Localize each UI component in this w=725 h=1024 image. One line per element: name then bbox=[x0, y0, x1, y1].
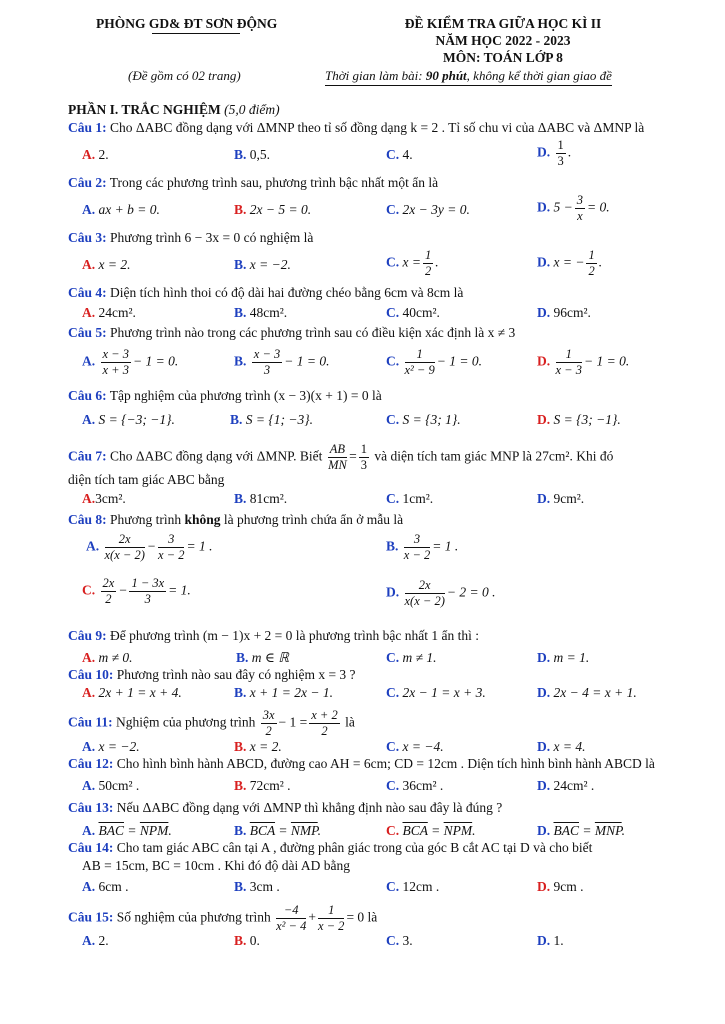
q5-option-d[interactable]: D. $\frac{1}{x - 3}$ − 1 = 0. bbox=[537, 347, 630, 377]
q8-option-a[interactable]: A. $\frac{2x}{x(x - 2)}$ − $\frac{3}{x - 2}$ = 1 . bbox=[86, 532, 213, 562]
q10-option-c[interactable]: C. 2x − 1 = x + 3. bbox=[386, 685, 486, 700]
exam-title: ĐỀ KIỂM TRA GIỮA HỌC KÌ II bbox=[404, 16, 602, 31]
q1-option-a[interactable]: A. 2. bbox=[82, 147, 109, 162]
q4-option-a[interactable]: A. 24cm². bbox=[82, 305, 136, 320]
question-4: Câu 4: Diện tích hình thoi có độ dài hai đường chéo bằng 6cm và 8cm là bbox=[68, 285, 464, 300]
q14-option-d[interactable]: D. 9cm . bbox=[537, 879, 584, 894]
question-15: Câu 15: Số nghiệm của phương trình $\frac{-4}{\text{x² − 4}}$ + $\frac{1}{x - 2}$ = 0 là bbox=[68, 903, 378, 933]
q2-option-b[interactable]: B. 2x − 5 = 0. bbox=[234, 202, 312, 217]
q6-option-d[interactable]: D. S = {3; −1}. bbox=[537, 412, 621, 427]
q9-option-a[interactable]: A. m ≠ 0. bbox=[82, 650, 133, 665]
q10-option-d[interactable]: D. 2x − 4 = x + 1. bbox=[537, 685, 637, 700]
subject-title: MÔN: TOÁN LỚP 8 bbox=[443, 50, 563, 65]
question-2: Câu 2: Trong các phương trình sau, phương trình bậc nhất một ẩn là bbox=[68, 175, 439, 190]
department-title: PHÒNG GD& ĐT SƠN ĐỘNG bbox=[96, 16, 278, 31]
q15-option-c[interactable]: C. 3. bbox=[386, 933, 413, 948]
q11-option-b[interactable]: B. x = 2. bbox=[234, 739, 282, 754]
q7-option-b[interactable]: B. 81cm². bbox=[234, 491, 288, 506]
q3-option-a[interactable]: A. x = 2. bbox=[82, 257, 131, 272]
q9-option-b[interactable]: B. m ∈ ℝ bbox=[236, 650, 289, 665]
q13-option-d[interactable]: D. $\overline{BAC} = \overline{MNP}$. bbox=[537, 823, 626, 838]
pages-note: (Đề gồm có 02 trang) bbox=[128, 68, 241, 83]
q11-option-c[interactable]: C. x = −4. bbox=[386, 739, 444, 754]
q6-option-b[interactable]: B. S = {1; −3}. bbox=[230, 412, 314, 427]
section-title: PHẦN I. TRẮC NGHIỆM (5,0 điểm) bbox=[68, 102, 280, 117]
question-3: Câu 3: Phương trình 6 − 3x = 0 có nghiệm là bbox=[68, 230, 314, 245]
question-11: Câu 11: Nghiệm của phương trình $\frac{3x}{2}$ − 1 = $\frac{x + 2}{2}$ là bbox=[68, 708, 355, 738]
q8-option-d[interactable]: D. $\frac{2x}{x(x - 2)}$ − 2 = 0 . bbox=[386, 578, 496, 608]
q14-option-a[interactable]: A. 6cm . bbox=[82, 879, 129, 894]
q15-option-a[interactable]: A. 2. bbox=[82, 933, 109, 948]
question-13: Câu 13: Nếu ΔABC đồng dạng với ΔMNP thì khẳng định nào sau đây là đúng ? bbox=[68, 800, 503, 815]
time-note: Thời gian làm bài: 90 phút, không kể thời gian giao đề bbox=[325, 68, 612, 86]
q2-option-c[interactable]: C. 2x − 3y = 0. bbox=[386, 202, 470, 217]
question-14: Câu 14: Cho tam giác ABC cân tại A , đường phân giác trong của góc B cắt AC tại D và cho biết bbox=[68, 840, 593, 855]
q14-option-b[interactable]: B. 3cm . bbox=[234, 879, 280, 894]
q7-option-c[interactable]: C. 1cm². bbox=[386, 491, 434, 506]
question-14-line-2: AB = 15cm, BC = 10cm . Khi đó độ dài AD bằng bbox=[82, 858, 350, 873]
q15-option-d[interactable]: D. 1. bbox=[537, 933, 564, 948]
q1-option-c[interactable]: C. 4. bbox=[386, 147, 413, 162]
question-7: Câu 7: Cho ΔABC đồng dạng với ΔMNP. Biết $\frac{AB}{MN}$ = $\frac{1}{3}$ và diện tích tam giác MNP là 27cm². Khi đó bbox=[68, 442, 614, 472]
q11-option-d[interactable]: D. x = 4. bbox=[537, 739, 586, 754]
school-year: NĂM HỌC 2022 - 2023 bbox=[435, 33, 571, 48]
question-1: Câu 1: Cho ΔABC đồng dạng với ΔMNP theo tỉ số đồng dạng k = 2 . Tỉ số chu vi của ΔABC và ΔMNP là bbox=[68, 120, 645, 135]
q7-option-a[interactable]: A.3cm². bbox=[82, 491, 126, 506]
q15-option-b[interactable]: B. 0. bbox=[234, 933, 260, 948]
q8-option-c[interactable]: C. $\frac{2x}{2}$ − $\frac{1 - 3x}{3}$ = 1. bbox=[82, 576, 191, 606]
question-12: Câu 12: Cho hình bình hành ABCD, đường cao AH = 6cm; CD = 12cm . Diện tích hình bình hành ABCD là bbox=[68, 756, 655, 771]
department-underline bbox=[152, 33, 240, 34]
question-7-line-2: diện tích tam giác ABC bằng bbox=[68, 472, 225, 487]
question-9: Câu 9: Để phương trình (m − 1)x + 2 = 0 là phương trình bậc nhất 1 ẩn thì : bbox=[68, 628, 479, 643]
q2-option-d[interactable]: D. 5 − $\frac{3}{x}$ = 0. bbox=[537, 193, 610, 223]
q8-option-b[interactable]: B. $\frac{3}{x - 2}$ = 1 . bbox=[386, 532, 459, 562]
q4-option-d[interactable]: D. 96cm². bbox=[537, 305, 591, 320]
q12-option-a[interactable]: A. 50cm² . bbox=[82, 778, 140, 793]
q3-option-b[interactable]: B. x = −2. bbox=[234, 257, 291, 272]
q2-option-a[interactable]: A. ax + b = 0. bbox=[82, 202, 160, 217]
question-8: Câu 8: Phương trình không là phương trình chứa ẩn ở mẫu là bbox=[68, 512, 404, 527]
q5-option-b[interactable]: B. $\frac{x - 3}{3}$ − 1 = 0. bbox=[234, 347, 330, 377]
q7-option-d[interactable]: D. 9cm². bbox=[537, 491, 585, 506]
q13-option-a[interactable]: A. $\overline{BAC} = \overline{NPM}$. bbox=[82, 823, 172, 838]
q5-option-a[interactable]: A. $\frac{x - 3}{x + 3}$ − 1 = 0. bbox=[82, 347, 179, 377]
question-10: Câu 10: Phương trình nào sau đây có nghiệm x = 3 ? bbox=[68, 667, 356, 682]
q13-option-b[interactable]: B. $\overline{BCA} = \overline{NMP}$. bbox=[234, 823, 322, 838]
q6-option-c[interactable]: C. S = {3; 1}. bbox=[386, 412, 461, 427]
q4-option-c[interactable]: C. 40cm². bbox=[386, 305, 440, 320]
q5-option-c[interactable]: C. $\frac{1}{\text{x² − 9}}$ − 1 = 0. bbox=[386, 347, 482, 377]
q3-option-c[interactable]: C. x = $\frac{1}{2}$ . bbox=[386, 248, 439, 278]
q13-option-c[interactable]: C. $\overline{BCA} = \overline{NPM}$. bbox=[386, 823, 476, 838]
q9-option-d[interactable]: D. m = 1. bbox=[537, 650, 590, 665]
q12-option-b[interactable]: B. 72cm² . bbox=[234, 778, 291, 793]
q12-option-c[interactable]: C. 36cm² . bbox=[386, 778, 444, 793]
q1-option-d[interactable]: D. $\frac{1}{3}$ . bbox=[537, 138, 572, 168]
q10-option-b[interactable]: B. x + 1 = 2x − 1. bbox=[234, 685, 333, 700]
q1-option-b[interactable]: B. 0,5. bbox=[234, 147, 271, 162]
q3-option-d[interactable]: D. x = − $\frac{1}{2}$ . bbox=[537, 248, 603, 278]
q6-option-a[interactable]: A. S = {−3; −1}. bbox=[82, 412, 175, 427]
q12-option-d[interactable]: D. 24cm² . bbox=[537, 778, 595, 793]
q10-option-a[interactable]: A. 2x + 1 = x + 4. bbox=[82, 685, 182, 700]
q4-option-b[interactable]: B. 48cm². bbox=[234, 305, 288, 320]
q14-option-c[interactable]: C. 12cm . bbox=[386, 879, 440, 894]
q9-option-c[interactable]: C. m ≠ 1. bbox=[386, 650, 437, 665]
question-5: Câu 5: Phương trình nào trong các phương trình sau có điều kiện xác định là x ≠ 3 bbox=[68, 325, 516, 340]
question-6: Câu 6: Tập nghiệm của phương trình (x − 3)(x + 1) = 0 là bbox=[68, 388, 382, 403]
q11-option-a[interactable]: A. x = −2. bbox=[82, 739, 140, 754]
